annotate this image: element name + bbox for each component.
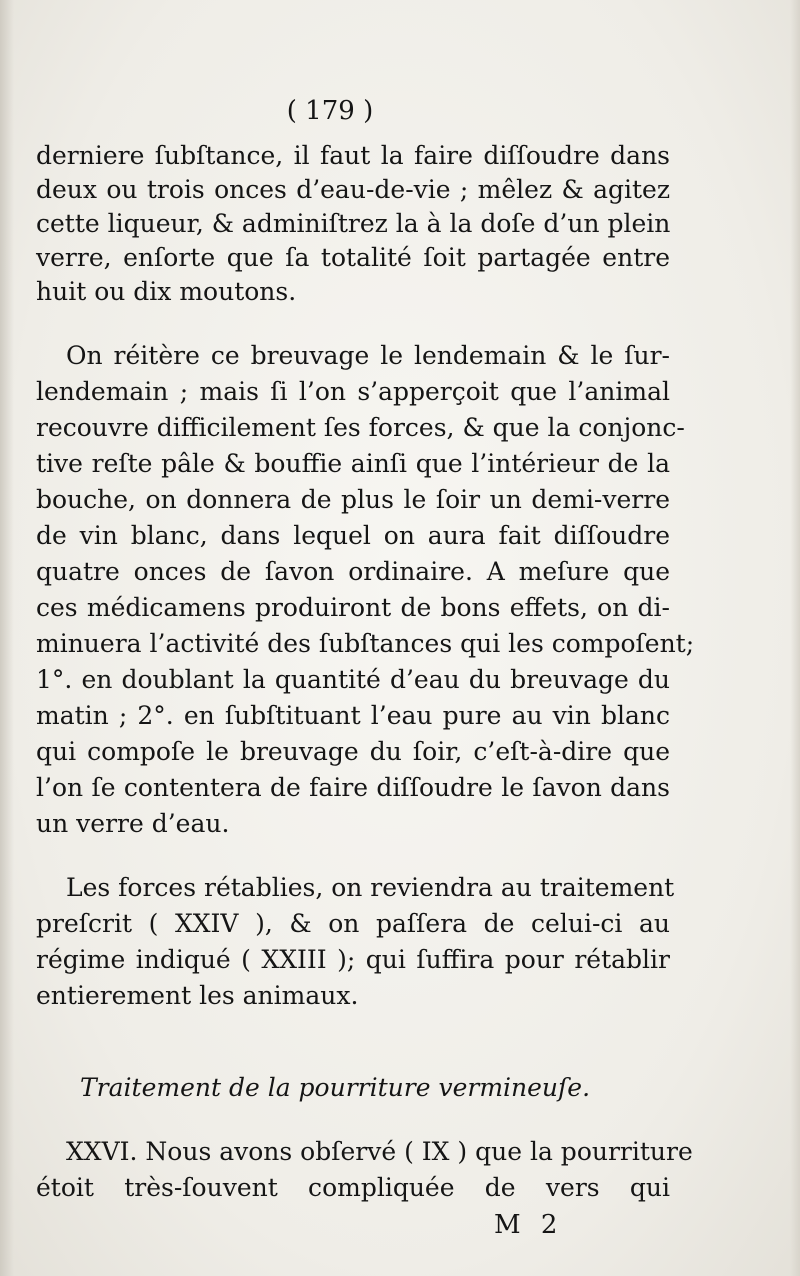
text-line: verre, enſorte que ſa totalité ſoit partagée entre xyxy=(36,243,670,272)
text-line: ces médicamens produiront de bons effets, on di- xyxy=(36,593,670,622)
text-line: un verre d’eau. xyxy=(36,809,230,838)
page-number: ( 179 ) xyxy=(286,96,374,126)
text-line: XXVI. Nous avons obſervé ( IX ) que la pourriture xyxy=(66,1137,693,1166)
signature-mark: M 2 xyxy=(494,1210,564,1240)
text-line: minuera l’activité des ſubſtances qui les compoſent; xyxy=(36,629,695,658)
text-line: bouche, on donnera de plus le ſoir un demi-verre xyxy=(36,485,670,514)
text-line: Les forces rétablies, on reviendra au traitement xyxy=(66,873,675,902)
text-line: matin ; 2°. en ſubſtituant l’eau pure au vin blanc xyxy=(36,701,670,730)
text-line: recouvre difficilement ſes forces, & que la conjonc- xyxy=(36,413,685,442)
section-title: Traitement de la pourriture vermineuſe. xyxy=(80,1073,591,1102)
text-line: preſcrit ( XXIV ), & on paſſera de celui-ci au xyxy=(36,909,670,938)
text-line: derniere ſubſtance, il faut la faire diſſoudre dans xyxy=(36,141,670,170)
text-line: régime indiqué ( XXIII ); qui ſuffira pour rétablir xyxy=(36,945,670,974)
text-line: étoit très-ſouvent compliquée de vers qui xyxy=(36,1173,670,1202)
page-left-shadow xyxy=(0,0,14,1276)
text-line: de vin blanc, dans lequel on aura fait diſſoudre xyxy=(36,521,670,550)
text-line: huit ou dix moutons. xyxy=(36,277,297,306)
text-line: l’on ſe contentera de faire diſſoudre le ſavon dans xyxy=(36,773,670,802)
text-line: 1°. en doublant la quantité d’eau du breuvage du xyxy=(36,665,670,694)
text-line: cette liqueur, & adminiſtrez la à la doſe d’un plein xyxy=(36,209,671,238)
text-line: tive reſte pâle & bouffie ainſi que l’intérieur de la xyxy=(36,449,670,478)
text-line: entierement les animaux. xyxy=(36,981,359,1010)
page-right-shadow xyxy=(790,0,800,1276)
text-line: qui compoſe le breuvage du ſoir, c’eſt-à-dire que xyxy=(36,737,670,766)
text-line: deux ou trois onces d’eau-de-vie ; mêlez & agitez xyxy=(36,175,670,204)
text-line: On réitère ce breuvage le lendemain & le ſur- xyxy=(66,341,670,370)
text-line: lendemain ; mais ſi l’on s’apperçoit que l’animal xyxy=(36,377,670,406)
text-line: quatre onces de ſavon ordinaire. A meſure que xyxy=(36,557,670,586)
